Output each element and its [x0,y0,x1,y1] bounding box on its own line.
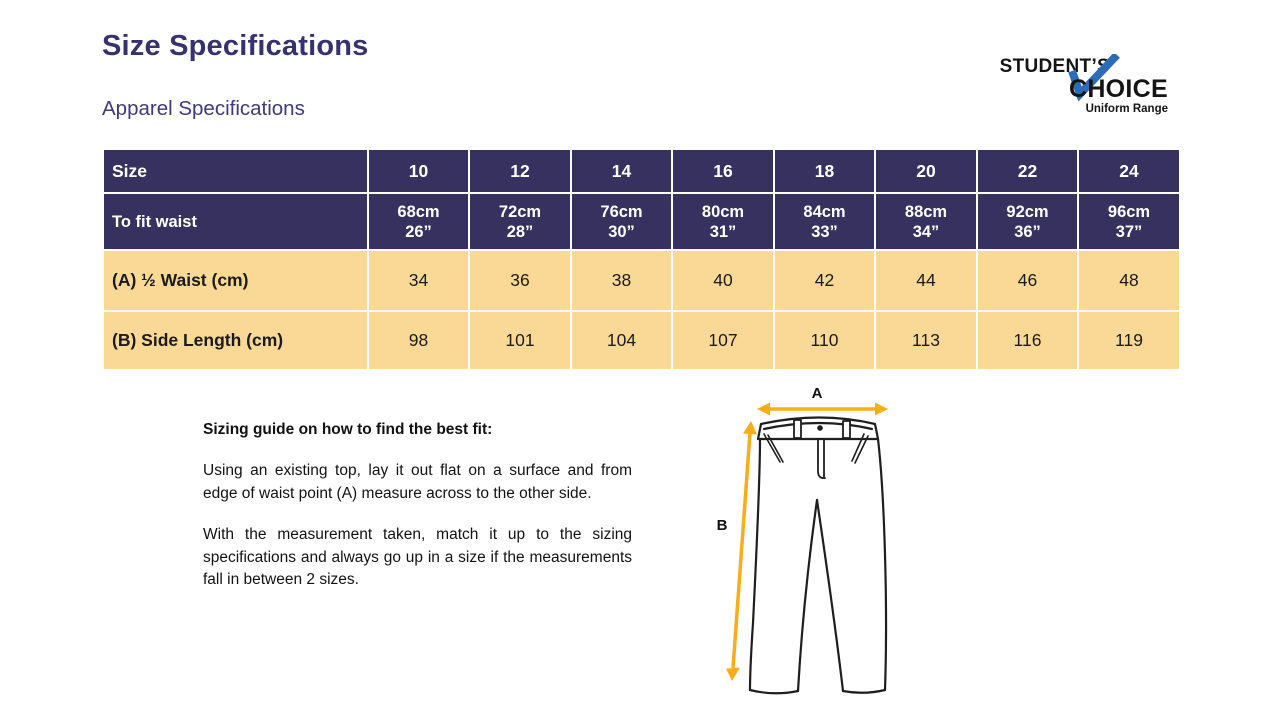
fit-cm: 68cm [397,202,440,221]
size-header-cell: 18 [774,149,875,193]
fit-in: 34” [912,222,940,241]
side-length-cell: 107 [672,311,774,370]
table-row-fit-waist [103,193,1180,250]
size-header-cell: 22 [977,149,1078,193]
trousers-diagram [698,378,900,713]
fit-cm: 80cm [701,202,745,221]
sizing-guide [203,421,632,611]
fit-waist-cell [1078,193,1180,250]
fit-in: 31” [709,222,737,241]
table-row-half-waist [103,250,1180,311]
size-header-cell: 20 [875,149,977,193]
logo-students-text: STUDENT’S [999,56,1110,77]
diagram-label-b: B [716,517,728,534]
fit-cm: 76cm [600,202,643,221]
fit-cm: 72cm [498,202,542,221]
fit-in: 28” [506,222,534,241]
size-header-cell: 24 [1078,149,1180,193]
side-length-cell: 116 [977,311,1078,370]
fit-in: 26” [405,222,432,241]
arrow-a [757,403,888,416]
fit-cm: 88cm [904,202,948,221]
side-length-cell: 110 [774,311,875,370]
logo-choice-text: CHOICE [1068,75,1168,103]
size-row-label: Size [103,149,368,193]
size-spec-table [102,148,1181,371]
fit-in: 33” [811,222,838,241]
half-waist-cell: 48 [1078,250,1180,311]
fit-cm: 92cm [1006,202,1049,221]
half-waist-cell: 36 [469,250,571,311]
table-row-size [103,149,1180,193]
diagram-label-a: A [811,385,823,402]
size-header-cell: 10 [368,149,469,193]
sizing-guide-heading: Sizing guide on how to find the best fit: [203,421,493,438]
page-subtitle: Apparel Specifications [102,97,305,120]
fit-waist-cell [774,193,875,250]
half-waist-cell: 46 [977,250,1078,311]
students-choice-logo [985,50,1185,125]
size-header-cell: 16 [672,149,774,193]
fit-waist-cell [672,193,774,250]
side-length-row-label: (B) Side Length (cm) [103,311,368,370]
half-waist-cell: 34 [368,250,469,311]
fit-waist-cell [368,193,469,250]
page-title: Size Specifications [102,30,369,62]
size-header-cell: 14 [571,149,672,193]
fit-waist-cell [469,193,571,250]
half-waist-row-label: (A) ½ Waist (cm) [103,250,368,311]
sizing-guide-paragraph: With the measurement taken, match it up to the sizing specifications and always go up in a size if the measurements fall in between 2 sizes. [203,526,632,588]
fit-waist-cell [875,193,977,250]
side-length-cell: 101 [469,311,571,370]
fit-cm: 96cm [1107,202,1151,221]
fit-in: 37” [1115,222,1143,241]
fit-in: 30” [608,222,635,241]
half-waist-cell: 38 [571,250,672,311]
sizing-guide-paragraph: Using an existing top, lay it out flat on a surface and from edge of waist point (A) measure across to the other side. [203,462,632,502]
half-waist-cell: 40 [672,250,774,311]
logo-range-text: Uniform Range [1085,103,1168,115]
fit-cm: 84cm [803,202,846,221]
side-length-cell: 98 [368,311,469,370]
fit-in: 36” [1014,222,1041,241]
fit-waist-cell [571,193,672,250]
side-length-cell: 113 [875,311,977,370]
fit-waist-cell [977,193,1078,250]
side-length-cell: 104 [571,311,672,370]
side-length-cell: 119 [1078,311,1180,370]
half-waist-cell: 44 [875,250,977,311]
trousers-outline [750,418,886,694]
half-waist-cell: 42 [774,250,875,311]
fit-waist-row-label: To fit waist [103,193,368,250]
table-row-side-length [103,311,1180,370]
size-header-cell: 12 [469,149,571,193]
